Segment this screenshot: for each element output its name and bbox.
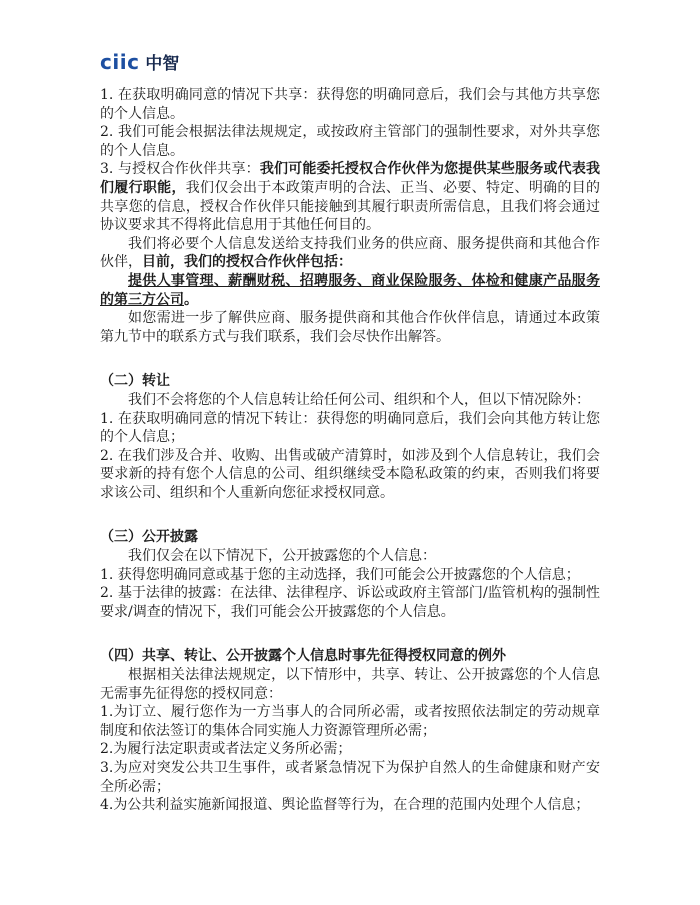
partners-underlined-text: 提供人事管理、薪酬财税、招聘服务、商业保险服务、体检和健康产品服务的第三方公司	[100, 272, 600, 308]
exceptions-heading: （四）共享、转让、公开披露个人信息时事先征得授权同意的例外	[100, 648, 506, 665]
disclosure-heading: （三）公开披露	[100, 529, 198, 546]
disclosure-item-2: 2. 基于法律的披露：在法律、法律程序、诉讼或政府主管部门/监管机构的强制性要求/调查的情况下，我们可能会公开披露您的个人信息。	[100, 585, 600, 620]
disclosure-item-1: 1. 获得您明确同意或基于您的主动选择，我们可能会公开披露您的个人信息；	[100, 566, 580, 583]
transfer-item-1: 1. 在获取明确同意的情况下转让：获得您的明确同意后，我们会向其他方转让您的个人信息；	[100, 410, 600, 446]
share-item-3-prefix: 3. 与授权合作伙伴共享：	[100, 161, 260, 178]
share-item-3-bold: 我们可能委托授权合作伙伴为您提供某些服务或代表我们履行职能，	[100, 161, 600, 196]
disclosure-intro: 我们仅会在以下情况下，公开披露您的个人信息：	[128, 548, 436, 565]
ciic-logo	[100, 52, 600, 73]
transfer-heading: （二）转让	[100, 373, 170, 390]
share-item-2: 2. 我们可能会根据法律法规规定，或按政府主管部门的强制性要求，对外共享您的个人信息。	[100, 124, 600, 159]
transfer-item-2: 2. 在我们涉及合并、收购、出售或破产清算时，如涉及到个人信息转让，我们会要求新的持有您个人信息的公司、组织继续受本隐私政策的约束，否则我们将要求该公司、组织和个人重新向您征求授权同意。	[100, 447, 600, 501]
share-item-3	[100, 160, 600, 234]
exceptions-item-3: 3.为应对突发公共卫生事件，或者紧急情况下为保护自然人的生命健康和财产安全所必需；	[100, 760, 600, 795]
exceptions-intro: 根据相关法律法规规定，以下情形中，共享、转让、公开披露您的个人信息无需事先征得您的授权同意：	[100, 667, 600, 702]
exceptions-item-4: 4.为公共利益实施新闻报道、舆论监督等行为，在合理的范围内处理个人信息；	[100, 797, 590, 814]
share-item-3-rest: 我们仅会出于本政策声明的合法、正当、必要、特定、明确的目的共享您的信息，授权合作伙伴只能接触到其履行职责所需信息，且我们将会通过协议要求其不得将此信息用于其他任何目的。	[100, 179, 600, 234]
ciic-logo-chinese: 中智	[145, 54, 180, 74]
partners-paragraph	[100, 272, 600, 309]
contact-paragraph: 如您需进一步了解供应商、服务提供商和其他合作伙伴信息，请通过本政策第九节中的联系方式与我们联系，我们会尽快作出解答。	[100, 310, 600, 345]
suppliers-bold: 目前，我们的授权合作伙伴包括：	[142, 254, 352, 271]
ciic-logo-latin: ciic	[100, 50, 140, 74]
suppliers-paragraph	[100, 235, 600, 272]
suppliers-normal: 我们将必要个人信息发送给支持我们业务的供应商、服务提供商和其他合作伙伴，	[100, 235, 600, 271]
partners-period: 。	[184, 291, 198, 308]
share-item-1: 1. 在获取明确同意的情况下共享：获得您的明确同意后，我们会与其他方共享您的个人信息。	[100, 87, 600, 122]
transfer-intro: 我们不会将您的个人信息转让给任何公司、组织和个人，但以下情况除外：	[128, 391, 590, 408]
exceptions-item-1: 1.为订立、履行您作为一方当事人的合同所必需，或者按照依法制定的劳动规章制度和依法签订的集体合同实施人力资源管理所必需；	[100, 704, 600, 739]
exceptions-item-2: 2.为履行法定职责或者法定义务所必需；	[100, 741, 352, 758]
